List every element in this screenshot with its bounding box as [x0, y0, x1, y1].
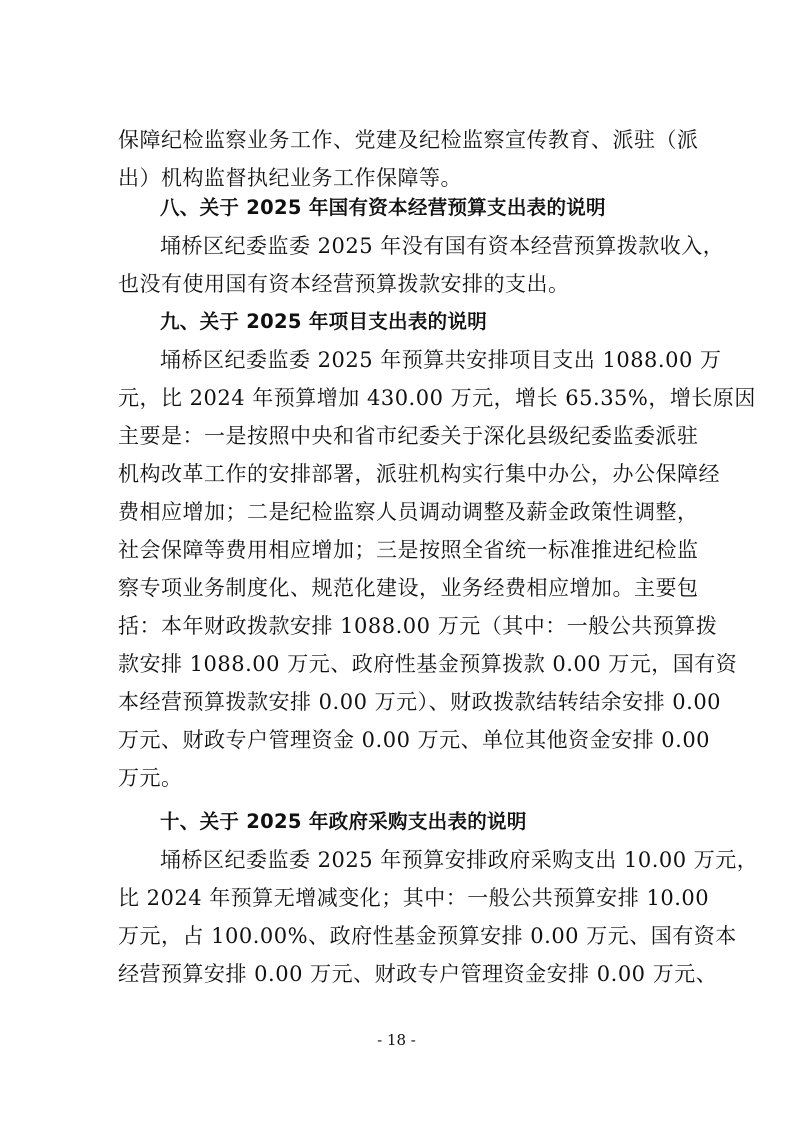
- paragraph-line: 埇桥区纪委监委 2025 年没有国有资本经营预算拨款收入，: [160, 234, 725, 258]
- paragraph-line: 费相应增加；二是纪检监察人员调动调整及薪金政策性调整，: [118, 500, 699, 524]
- paragraph-line: 保障纪检监察业务工作、党建及纪检监察宣传教育、派驻（派: [118, 128, 699, 152]
- paragraph-line: 括：本年财政拨款安排 1088.00 万元（其中：一般公共预算拨: [118, 614, 718, 638]
- paragraph-line: 也没有使用国有资本经营预算拨款安排的支出。: [118, 272, 570, 296]
- section-heading-9: 九、关于 2025 年项目支出表的说明: [160, 310, 488, 333]
- section-heading-10: 十、关于 2025 年政府采购支出表的说明: [160, 810, 527, 833]
- paragraph-line: 社会保障等费用相应增加；三是按照全省统一标准推进纪检监: [118, 538, 699, 562]
- paragraph-line: 出）机构监督执纪业务工作保障等。: [118, 166, 462, 190]
- paragraph-line: 本经营预算拨款安排 0.00 万元）、财政拨款结转结余安排 0.00: [118, 690, 722, 714]
- paragraph-line: 比 2024 年预算无增减变化；其中：一般公共预算安排 10.00: [118, 886, 710, 910]
- paragraph-line: 万元、财政专户管理资金 0.00 万元、单位其他资金安排 0.00: [118, 728, 711, 752]
- paragraph-line: 万元。: [118, 766, 183, 790]
- paragraph-line: 察专项业务制度化、规范化建设，业务经费相应增加。主要包: [118, 576, 699, 600]
- paragraph-line: 元，比 2024 年预算增加 430.00 万元，增长 65.35%，增长原因: [118, 386, 756, 410]
- section-heading-8: 八、关于 2025 年国有资本经营预算支出表的说明: [160, 196, 606, 219]
- paragraph-line: 主要是：一是按照中央和省市纪委关于深化县级纪委监委派驻: [118, 424, 699, 448]
- paragraph-line: 埇桥区纪委监委 2025 年预算安排政府采购支出 10.00 万元，: [160, 848, 759, 872]
- page-number: - 18 -: [377, 1031, 416, 1049]
- paragraph-line: 埇桥区纪委监委 2025 年预算共安排项目支出 1088.00 万: [160, 348, 722, 372]
- paragraph-line: 款安排 1088.00 万元、政府性基金预算拨款 0.00 万元，国有资: [118, 652, 738, 676]
- paragraph-line: 万元，占 100.00%、政府性基金预算安排 0.00 万元、国有资本: [118, 924, 737, 948]
- paragraph-line: 机构改革工作的安排部署，派驻机构实行集中办公，办公保障经: [118, 462, 720, 486]
- paragraph-line: 经营预算安排 0.00 万元、财政专户管理资金安排 0.00 万元、: [118, 962, 718, 986]
